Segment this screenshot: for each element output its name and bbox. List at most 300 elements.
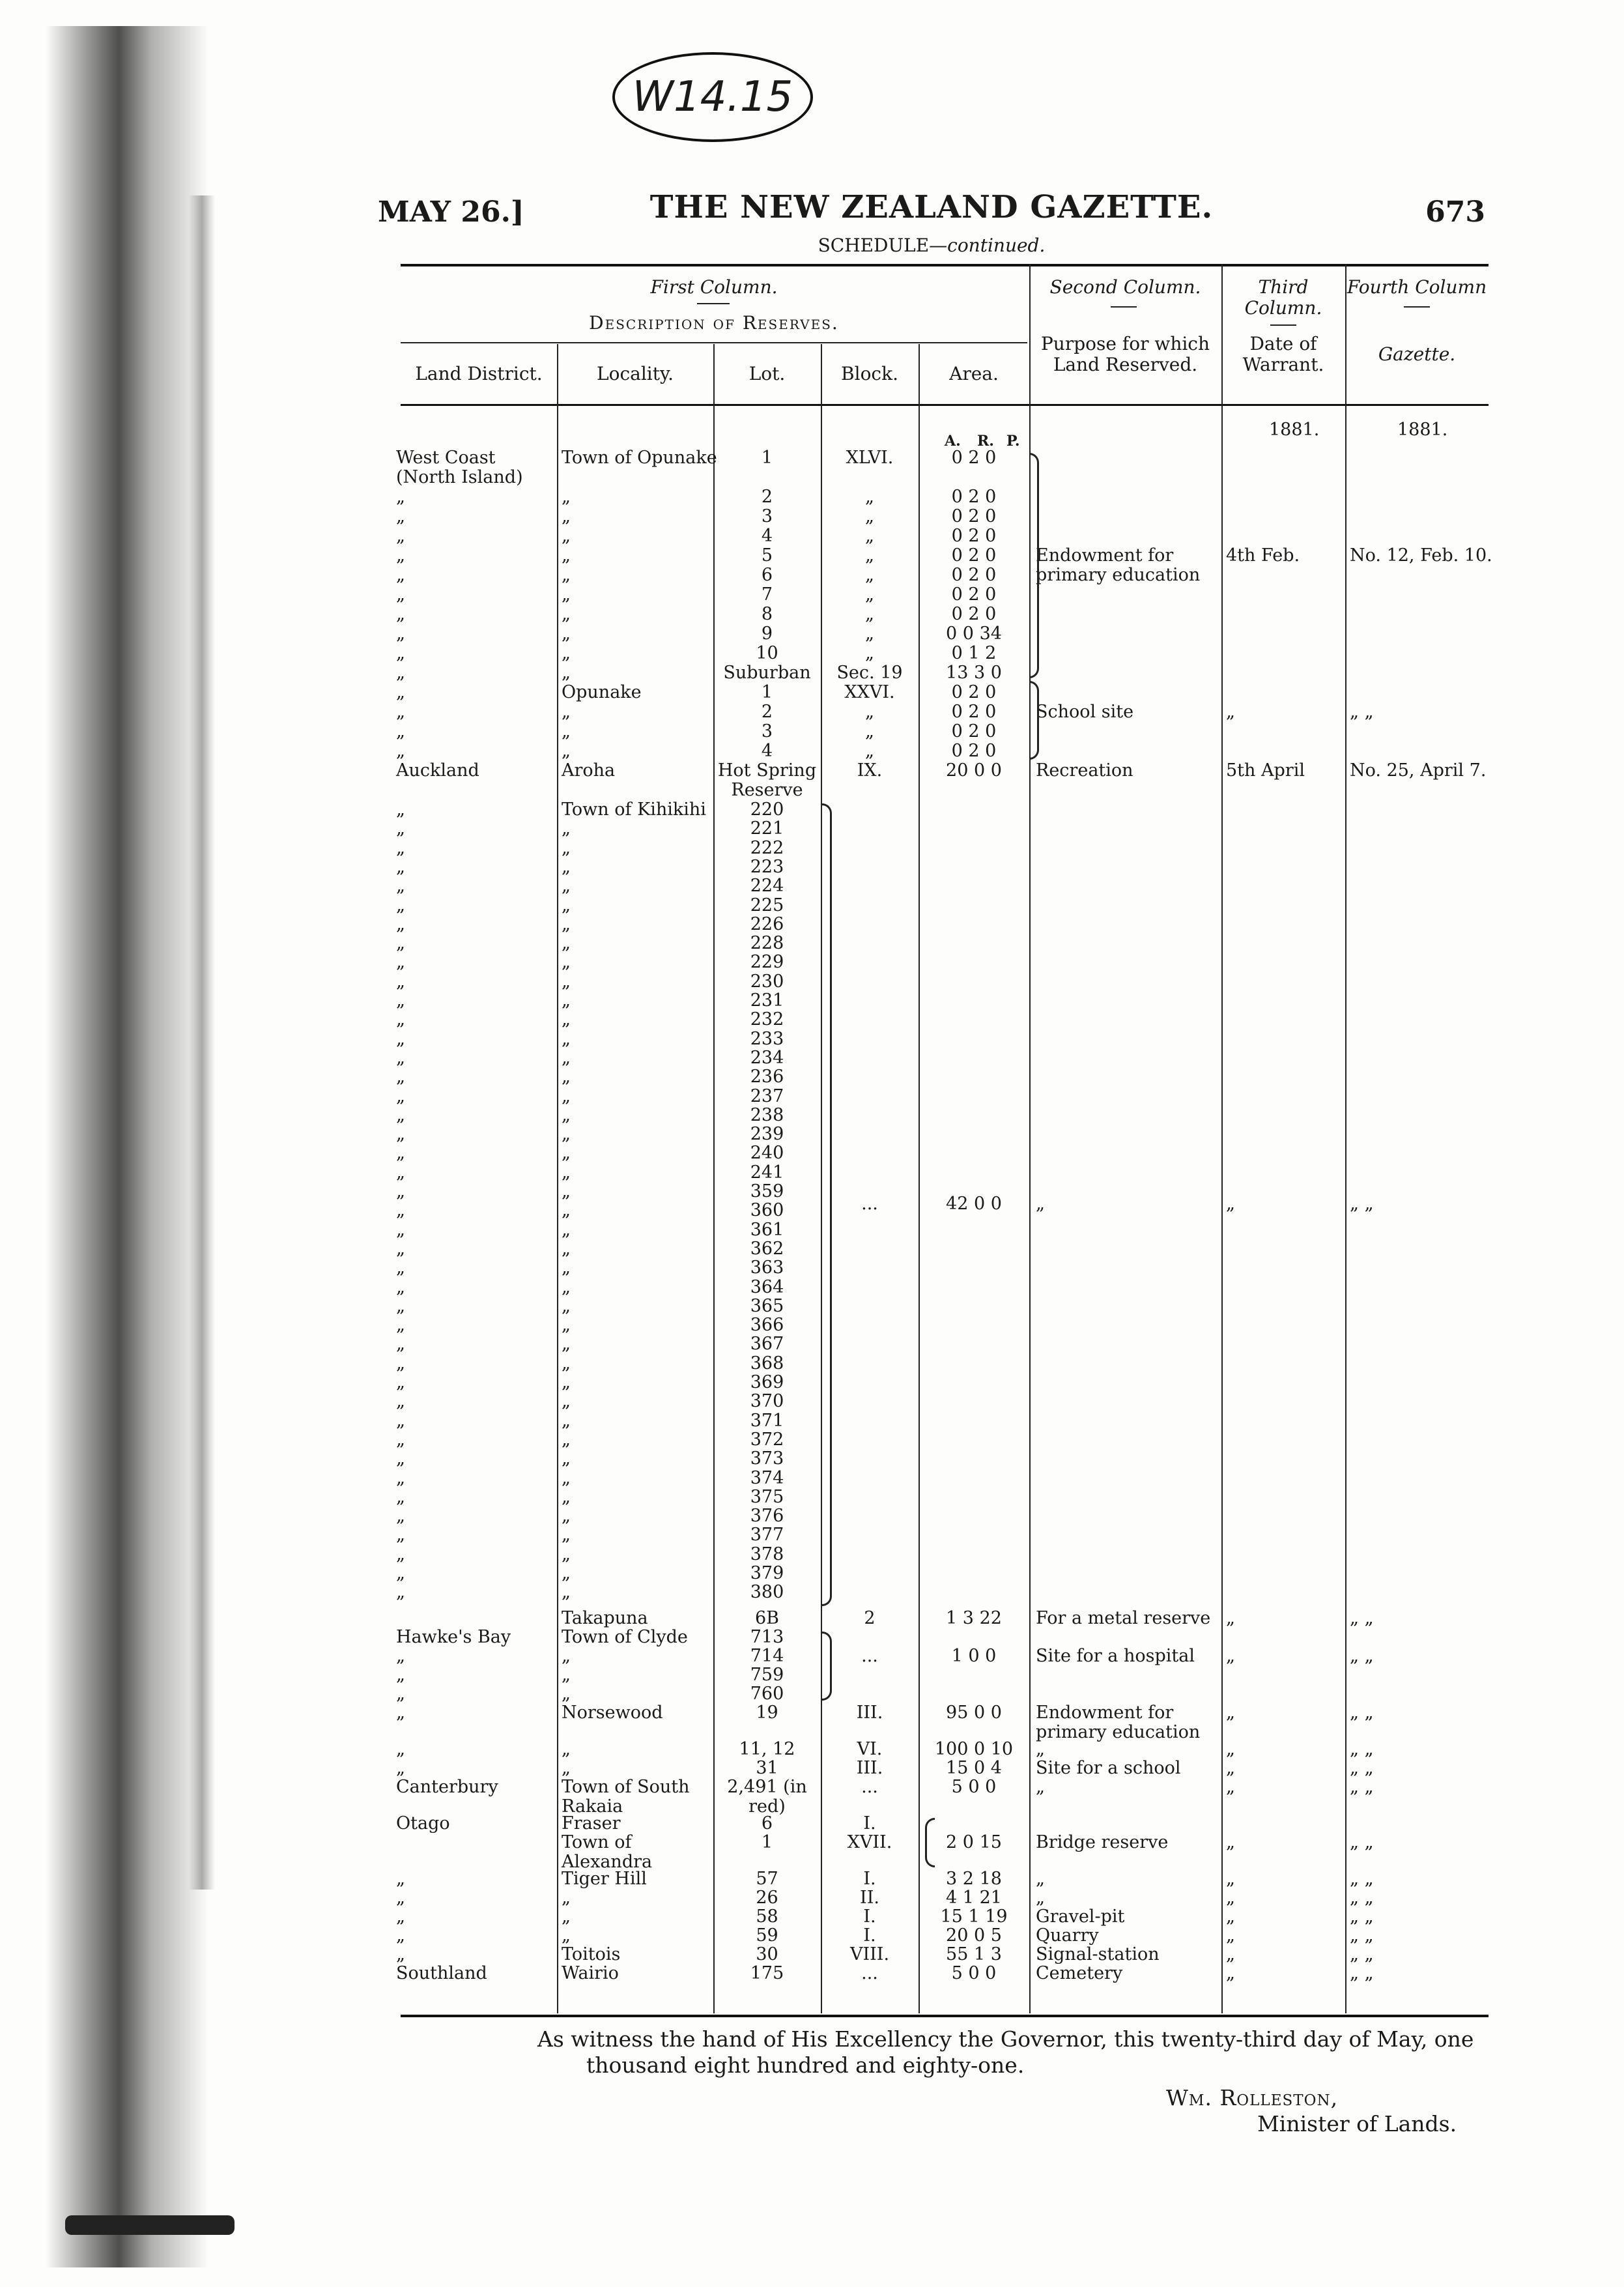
row-district: „ — [396, 624, 405, 644]
row-locality: „ — [562, 837, 571, 858]
row-locality: „ — [562, 856, 571, 877]
row-area: 5 0 0 — [951, 1776, 997, 1797]
row-locality: „ — [562, 702, 571, 722]
row-district: „ — [396, 1683, 405, 1704]
row-locality: „ — [562, 1738, 571, 1759]
scan-blot — [65, 2215, 235, 2235]
row-area: 0 2 0 — [951, 604, 997, 624]
row-district: Canterbury — [396, 1776, 498, 1797]
row-locality: „ — [562, 1181, 571, 1201]
row-date: „ — [1226, 1944, 1235, 1964]
row-date: „ — [1226, 1925, 1235, 1946]
row-locality: „ — [562, 971, 571, 992]
row-locality: „ — [562, 1429, 571, 1450]
row-locality: Town of South Rakaia — [562, 1776, 690, 1817]
row-locality: „ — [562, 1104, 571, 1125]
row-gazette: „ „ — [1350, 1757, 1374, 1778]
row-lot: 378 — [750, 1544, 784, 1564]
row-locality: „ — [562, 1219, 571, 1240]
row-district: „ — [396, 1238, 405, 1259]
issue-date: MAY 26.] — [378, 195, 524, 229]
row-locality: Norsewood — [562, 1702, 663, 1723]
row-lot: 1 — [761, 448, 773, 468]
row-locality: „ — [562, 1683, 571, 1704]
row-district: „ — [396, 526, 405, 546]
row-district: „ — [396, 1906, 405, 1927]
row-lot: 372 — [750, 1429, 784, 1450]
row-lot: 221 — [750, 818, 784, 839]
signature-name: Wm. Rolleston, — [1166, 2085, 1339, 2110]
row-purpose: Endowment for primary education — [1036, 1702, 1201, 1742]
row-locality: „ — [562, 1315, 571, 1336]
row-block: 2 — [864, 1607, 876, 1628]
row-date: „ — [1226, 1645, 1235, 1666]
row-block: ... — [861, 1194, 878, 1215]
col-line-purpose — [1221, 264, 1223, 2013]
row-district: „ — [396, 1429, 405, 1450]
fourth-column-header: Fourth Column — [1346, 276, 1487, 298]
row-district: „ — [396, 643, 405, 663]
row-district: „ — [396, 1162, 405, 1183]
row-district: „ — [396, 1200, 405, 1221]
row-block: ... — [861, 1963, 878, 1983]
row-locality: „ — [562, 1028, 571, 1049]
row-locality: „ — [562, 933, 571, 954]
row-locality: „ — [562, 721, 571, 741]
row-locality: „ — [562, 876, 571, 897]
row-locality: „ — [562, 584, 571, 605]
row-purpose: Signal-station — [1036, 1944, 1160, 1964]
row-district: „ — [396, 1067, 405, 1087]
row-locality: „ — [562, 1162, 571, 1183]
row-locality: „ — [562, 526, 571, 546]
gazette-year: 1881. — [1397, 420, 1448, 440]
row-locality: „ — [562, 1258, 571, 1278]
row-locality: „ — [562, 545, 571, 566]
row-lot: 374 — [750, 1467, 784, 1488]
row-lot: 361 — [750, 1219, 784, 1240]
row-lot: 380 — [750, 1582, 784, 1603]
row-date: „ — [1226, 1607, 1235, 1628]
row-district: „ — [396, 1944, 405, 1964]
row-block: „ — [865, 526, 874, 546]
row-lot: 9 — [761, 624, 773, 644]
row-district: „ — [396, 856, 405, 877]
row-lot: 6B — [754, 1607, 780, 1628]
locality-header: Locality. — [597, 363, 674, 384]
row-area: 0 2 0 — [951, 487, 997, 507]
row-district: „ — [396, 702, 405, 722]
area-unit-roods: R. — [977, 433, 994, 450]
row-gazette: „ „ — [1350, 1944, 1374, 1964]
row-district: „ — [396, 1181, 405, 1201]
row-lot: Hot Spring Reserve — [717, 760, 817, 800]
row-block: „ — [865, 702, 874, 722]
row-lot: 232 — [750, 1009, 784, 1030]
signature-title: Minister of Lands. — [1257, 2111, 1457, 2136]
row-locality: „ — [562, 1410, 571, 1431]
row-locality: „ — [562, 604, 571, 624]
row-district: „ — [396, 1887, 405, 1908]
row-district: „ — [396, 1664, 405, 1685]
row-lot: 19 — [756, 1702, 778, 1723]
row-locality: „ — [562, 990, 571, 1011]
grouping-brace — [1029, 453, 1039, 678]
date-of-warrant-header: Date of Warrant. — [1242, 333, 1324, 375]
row-purpose: „ — [1036, 1738, 1045, 1759]
row-purpose: For a metal reserve — [1036, 1607, 1211, 1628]
row-area: 0 0 34 — [946, 624, 1002, 644]
row-locality: Town of Alexandra — [562, 1832, 653, 1872]
row-purpose: School site — [1036, 702, 1134, 722]
row-area: 1 3 22 — [946, 1607, 1002, 1628]
col-line-locality — [713, 344, 715, 2013]
row-locality: „ — [562, 1334, 571, 1355]
row-lot: 233 — [750, 1028, 784, 1049]
row-gazette: „ „ — [1350, 1738, 1374, 1759]
row-lot: 366 — [750, 1315, 784, 1336]
row-block: „ — [865, 584, 874, 605]
row-block: XVII. — [847, 1832, 892, 1852]
row-date: „ — [1226, 1702, 1235, 1723]
lot-header: Lot. — [748, 363, 786, 384]
row-lot: 241 — [750, 1162, 784, 1183]
row-lot: 11, 12 — [739, 1738, 795, 1759]
row-district: Southland — [396, 1963, 487, 1983]
row-locality: „ — [562, 487, 571, 507]
row-district: „ — [396, 799, 405, 820]
row-locality: „ — [562, 1925, 571, 1946]
row-block: XXVI. — [844, 682, 895, 702]
row-locality: Town of Opunake — [562, 448, 717, 468]
row-area: 13 3 0 — [946, 663, 1002, 683]
third-column-header: Third Column. — [1244, 276, 1322, 319]
row-block: I. — [863, 1925, 876, 1946]
row-district: „ — [396, 1738, 405, 1759]
row-lot: 368 — [750, 1353, 784, 1374]
row-locality: „ — [562, 1353, 571, 1374]
row-date: „ — [1226, 1887, 1235, 1908]
row-lot: 7 — [761, 584, 773, 605]
row-date: „ — [1226, 1832, 1235, 1852]
row-area: 5 0 0 — [951, 1963, 997, 1983]
row-district: „ — [396, 1448, 405, 1469]
row-lot: 4 — [761, 526, 773, 546]
row-locality: „ — [562, 1506, 571, 1527]
grouping-brace — [925, 1818, 935, 1867]
row-district: „ — [396, 876, 405, 897]
row-locality: „ — [562, 1200, 571, 1221]
row-gazette: „ „ — [1350, 1887, 1374, 1908]
row-locality: „ — [562, 1563, 571, 1583]
row-gazette: „ „ — [1350, 1906, 1374, 1927]
row-purpose: „ — [1036, 1868, 1045, 1889]
row-locality: „ — [562, 1887, 571, 1908]
page-header — [378, 189, 1485, 235]
row-district: Hawke's Bay — [396, 1626, 511, 1647]
row-locality: „ — [562, 1238, 571, 1259]
row-lot: 1 — [761, 1832, 773, 1852]
row-locality: „ — [562, 1664, 571, 1685]
row-gazette: No. 25, April 7. — [1350, 760, 1487, 781]
scan-shadow-inner — [189, 195, 215, 1890]
description-header: Description of Reserves. — [589, 312, 839, 334]
row-locality: Takapuna — [562, 1607, 648, 1628]
row-area: 0 2 0 — [951, 721, 997, 741]
row-purpose: Recreation — [1036, 760, 1133, 781]
row-lot: 226 — [750, 913, 784, 934]
row-block: I. — [863, 1813, 876, 1834]
second-column-header: Second Column. — [1049, 276, 1201, 298]
row-locality: „ — [562, 1086, 571, 1106]
row-area: 4 1 21 — [946, 1887, 1002, 1908]
row-block: „ — [865, 565, 874, 585]
row-purpose: Quarry — [1036, 1925, 1099, 1946]
row-district: „ — [396, 1702, 405, 1723]
row-locality: „ — [562, 1486, 571, 1507]
row-area: 20 0 5 — [946, 1925, 1002, 1946]
row-district: „ — [396, 545, 405, 566]
row-locality: „ — [562, 1143, 571, 1164]
row-date: 5th April — [1226, 760, 1305, 781]
row-locality: „ — [562, 1295, 571, 1316]
row-locality: „ — [562, 1544, 571, 1564]
row-lot: 376 — [750, 1506, 784, 1527]
row-gazette: „ „ — [1350, 1963, 1374, 1983]
row-locality: „ — [562, 1372, 571, 1392]
description-rule — [401, 342, 1027, 343]
row-locality: „ — [562, 741, 571, 761]
row-lot: 239 — [750, 1124, 784, 1145]
row-district: „ — [396, 741, 405, 761]
row-area: 0 2 0 — [951, 702, 997, 722]
row-district: „ — [396, 1563, 405, 1583]
row-gazette: „ „ — [1350, 1832, 1374, 1852]
row-purpose: „ — [1036, 1887, 1045, 1908]
row-lot: 26 — [756, 1887, 778, 1908]
row-district: „ — [396, 1645, 405, 1666]
row-locality: Opunake — [562, 682, 642, 702]
row-block: ... — [861, 1776, 878, 1797]
row-district: „ — [396, 1353, 405, 1374]
row-lot: 31 — [756, 1757, 778, 1778]
row-locality: Town of Kihikihi — [562, 799, 706, 820]
row-purpose: „ — [1036, 1776, 1045, 1797]
row-area: 42 0 0 — [946, 1194, 1002, 1215]
row-district: „ — [396, 1143, 405, 1164]
row-locality: „ — [562, 1391, 571, 1412]
row-lot: 1 — [761, 682, 773, 702]
row-area: 95 0 0 — [946, 1702, 1002, 1723]
row-locality: „ — [562, 895, 571, 915]
row-purpose: Site for a hospital — [1036, 1645, 1195, 1666]
row-locality: „ — [562, 1009, 571, 1030]
row-locality: „ — [562, 1047, 571, 1068]
row-lot: 367 — [750, 1334, 784, 1355]
row-district: „ — [396, 1009, 405, 1030]
row-district: „ — [396, 1410, 405, 1431]
row-district: „ — [396, 1028, 405, 1049]
row-date: 4th Feb. — [1226, 545, 1300, 566]
row-district: „ — [396, 506, 405, 526]
row-block: XLVI. — [846, 448, 894, 468]
row-block: „ — [865, 741, 874, 761]
row-gazette: No. 12, Feb. 10. — [1350, 545, 1492, 566]
row-area: 15 1 19 — [940, 1906, 1008, 1927]
row-lot: 759 — [750, 1664, 784, 1685]
row-block: ... — [861, 1645, 878, 1666]
row-date: „ — [1226, 1757, 1235, 1778]
row-locality: „ — [562, 1645, 571, 1666]
row-locality: „ — [562, 1448, 571, 1469]
row-lot: 234 — [750, 1047, 784, 1068]
scan-shadow — [46, 26, 208, 2267]
row-district: West Coast (North Island) — [396, 448, 523, 487]
row-block: „ — [865, 604, 874, 624]
witness-line-1: As witness the hand of His Excellency the Governor, this twenty-third day of May, one — [537, 2026, 1474, 2052]
row-area: 20 0 0 — [946, 760, 1002, 781]
row-district: „ — [396, 1124, 405, 1145]
row-lot: 30 — [756, 1944, 778, 1964]
row-district: „ — [396, 1276, 405, 1297]
row-district: Auckland — [396, 760, 479, 781]
row-lot: 240 — [750, 1143, 784, 1164]
row-block: IX. — [857, 760, 883, 781]
warrant-year: 1881. — [1269, 420, 1320, 440]
row-area: 15 0 4 — [946, 1757, 1002, 1778]
header-dash — [1404, 306, 1430, 308]
row-block: „ — [865, 506, 874, 526]
row-lot: 3 — [761, 506, 773, 526]
row-district: „ — [396, 1486, 405, 1507]
row-lot: 371 — [750, 1410, 784, 1431]
row-district: „ — [396, 1582, 405, 1603]
row-block: VIII. — [849, 1944, 890, 1964]
first-column-header: First Column. — [650, 276, 778, 298]
row-area: 0 2 0 — [951, 545, 997, 566]
row-locality: „ — [562, 506, 571, 526]
row-area: 0 1 2 — [951, 643, 997, 663]
row-lot: 228 — [750, 933, 784, 954]
row-district: „ — [396, 1525, 405, 1546]
area-header: Area. — [949, 363, 999, 384]
land-district-header: Land District. — [415, 363, 543, 384]
row-lot: 6 — [761, 565, 773, 585]
row-locality: „ — [562, 1582, 571, 1603]
table-bottom-rule — [401, 2015, 1489, 2017]
row-date: „ — [1226, 1868, 1235, 1889]
row-district: „ — [396, 584, 405, 605]
row-district: „ — [396, 913, 405, 934]
row-area: 1 0 0 — [951, 1645, 997, 1666]
row-block: „ — [865, 624, 874, 644]
row-area: 0 2 0 — [951, 526, 997, 546]
row-lot: 360 — [750, 1200, 784, 1221]
col-line-block — [919, 344, 920, 2013]
row-gazette: „ „ — [1350, 1776, 1374, 1797]
row-district: „ — [396, 952, 405, 973]
row-lot: 2 — [761, 702, 773, 722]
row-lot: 5 — [761, 545, 773, 566]
row-lot: 2,491 (in red) — [727, 1776, 807, 1817]
row-district: „ — [396, 1258, 405, 1278]
row-date: „ — [1226, 1194, 1235, 1215]
row-lot: 224 — [750, 876, 784, 897]
row-district: „ — [396, 1506, 405, 1527]
row-lot: 2 — [761, 487, 773, 507]
row-locality: „ — [562, 565, 571, 585]
row-block: I. — [863, 1868, 876, 1889]
row-area: 0 2 0 — [951, 565, 997, 585]
row-block: „ — [865, 545, 874, 566]
row-district: „ — [396, 933, 405, 954]
row-lot: 230 — [750, 971, 784, 992]
area-unit-perches: P. — [1006, 433, 1020, 450]
row-district: „ — [396, 487, 405, 507]
area-unit-acres: A. — [945, 433, 961, 450]
row-lot: 359 — [750, 1181, 784, 1201]
grouping-brace — [822, 803, 832, 1606]
row-date: „ — [1226, 1776, 1235, 1797]
row-lot: 714 — [750, 1645, 784, 1666]
row-lot: 4 — [761, 741, 773, 761]
row-lot: 375 — [750, 1486, 784, 1507]
row-locality: „ — [562, 624, 571, 644]
row-lot: 238 — [750, 1104, 784, 1125]
row-district: „ — [396, 1757, 405, 1778]
row-lot: 713 — [750, 1626, 784, 1647]
row-lot: 223 — [750, 856, 784, 877]
row-district: „ — [396, 1391, 405, 1412]
row-block: „ — [865, 643, 874, 663]
row-district: „ — [396, 1104, 405, 1125]
row-block: III. — [856, 1702, 883, 1723]
page-number: 673 — [1425, 195, 1485, 229]
row-block: VI. — [857, 1738, 883, 1759]
row-lot: Suburban — [723, 663, 811, 683]
row-locality: Tiger Hill — [562, 1868, 647, 1889]
row-lot: 760 — [750, 1683, 784, 1704]
row-locality: „ — [562, 952, 571, 973]
row-locality: „ — [562, 663, 571, 683]
row-locality: Toitois — [562, 1944, 621, 1964]
row-purpose: „ — [1036, 1194, 1045, 1215]
header-dash — [697, 303, 730, 304]
row-lot: 220 — [750, 799, 784, 820]
row-lot: 364 — [750, 1276, 784, 1297]
row-gazette: „ „ — [1350, 1607, 1374, 1628]
table-top-rule — [401, 264, 1489, 266]
row-purpose: Cemetery — [1036, 1963, 1123, 1983]
row-purpose: Site for a school — [1036, 1757, 1181, 1778]
row-area: 2 0 15 — [946, 1832, 1002, 1852]
row-locality: „ — [562, 1467, 571, 1488]
row-lot: 362 — [750, 1238, 784, 1259]
row-lot: 6 — [761, 1813, 773, 1834]
grouping-brace — [1029, 681, 1039, 760]
row-district: „ — [396, 1047, 405, 1068]
row-block: Sec. 19 — [836, 663, 903, 683]
row-locality: „ — [562, 1276, 571, 1297]
row-district: „ — [396, 837, 405, 858]
col-line-district — [557, 344, 558, 2013]
row-lot: 222 — [750, 837, 784, 858]
row-district: „ — [396, 1925, 405, 1946]
schedule-title: SCHEDULE—continued. — [818, 235, 1046, 256]
row-district: „ — [396, 1868, 405, 1889]
row-district: „ — [396, 1315, 405, 1336]
row-locality: Wairio — [562, 1963, 619, 1983]
